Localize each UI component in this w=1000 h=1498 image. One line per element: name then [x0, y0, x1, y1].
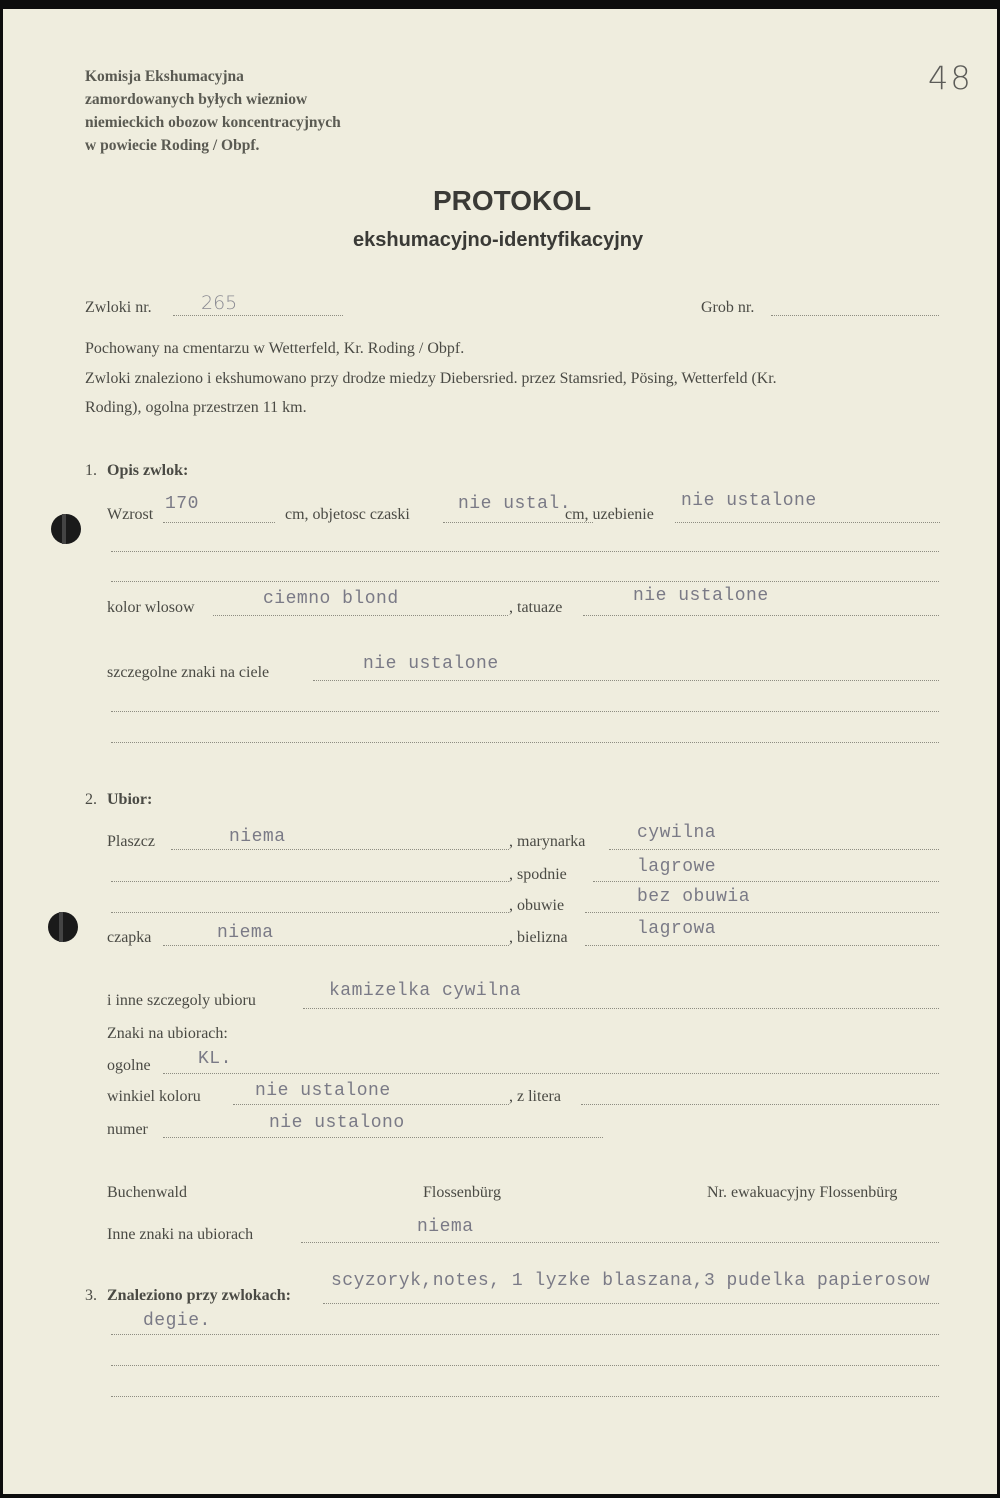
ogolne-label: ogolne	[107, 1057, 151, 1074]
wzrost-value: 170	[165, 494, 199, 514]
page-number: 48	[928, 59, 973, 97]
scan-top-edge	[0, 0, 1000, 9]
obuwie-line	[585, 912, 939, 913]
plaszcz-value: niema	[229, 827, 286, 847]
header-line-3: niemieckich obozow koncentracyjnych	[85, 114, 341, 131]
document-page	[3, 9, 997, 1494]
grob-line	[771, 315, 939, 316]
marynarka-line	[609, 849, 939, 850]
wzrost-label: Wzrost	[107, 506, 154, 523]
inne-znaki-line	[301, 1242, 939, 1243]
inne-znaki-value: niema	[417, 1217, 474, 1237]
found-line-2: Roding), ogolna przestrzen 11 km.	[85, 399, 307, 416]
marynarka-label: , marynarka	[509, 833, 586, 850]
uzebienie-line	[675, 522, 940, 523]
ubior-line-2	[111, 881, 509, 882]
uzebienie-label: cm, uzebienie	[565, 506, 654, 523]
document-title: PROTOKOL	[433, 185, 592, 216]
winkiel-label: winkiel koloru	[107, 1088, 201, 1105]
header-line-4: w powiecie Roding / Obpf.	[85, 137, 260, 154]
zwloki-label: Zwloki nr.	[85, 299, 152, 316]
litera-label: , z litera	[509, 1088, 561, 1105]
ubior-line-3	[111, 912, 509, 913]
punch-hole-top	[51, 514, 81, 544]
spodnie-line	[593, 881, 939, 882]
inne-szczegoly-label: i inne szczegoly ubioru	[107, 992, 256, 1009]
header-line-1: Komisja Ekshumacyjna	[85, 68, 244, 85]
numer-line	[163, 1137, 603, 1138]
tatuaze-label: , tatuaze	[509, 599, 563, 616]
section3-line-1	[323, 1303, 939, 1304]
czapka-value: niema	[217, 923, 274, 943]
bielizna-label: , bielizna	[509, 929, 568, 946]
obuwie-value: bez obuwia	[637, 887, 751, 907]
opis-line-2	[111, 551, 939, 552]
inne-znaki-label: Inne znaki na ubiorach	[107, 1226, 254, 1243]
obuwie-label: , obuwie	[509, 897, 565, 914]
section3-number: 3.	[85, 1287, 97, 1304]
found-line-1: Zwloki znaleziono i ekshumowano przy drodze miedzy Diebersried. przez Stamsried, Pösing, Wetterfeld (Kr.	[85, 370, 777, 387]
bielizna-value: lagrowa	[637, 919, 717, 939]
ogolne-value: KL.	[198, 1049, 232, 1069]
grob-label: Grob nr.	[701, 299, 755, 316]
znaki-ciele-label: szczegolne znaki na ciele	[107, 664, 270, 681]
section1-title: Opis zwlok:	[107, 462, 189, 479]
znaki-ciele-line	[313, 680, 939, 681]
ogolne-line	[163, 1073, 939, 1074]
section3-line-4	[111, 1396, 939, 1397]
wlosy-label: kolor wlosow	[107, 599, 195, 616]
czaski-value: nie ustal.	[458, 494, 572, 514]
zwloki-line	[173, 315, 343, 316]
znaki-line-2	[111, 711, 939, 712]
spodnie-value: lagrowe	[637, 857, 717, 877]
wzrost-line	[163, 522, 275, 523]
bielizna-line	[585, 945, 939, 946]
czapka-line	[163, 945, 509, 946]
section3-title: Znaleziono przy zwlokach:	[107, 1287, 291, 1304]
wlosy-value: ciemno blond	[263, 589, 399, 609]
spodnie-label: , spodnie	[509, 866, 567, 883]
wlosy-line	[213, 615, 508, 616]
winkiel-line	[233, 1104, 509, 1105]
section3-value-line-2: degie.	[143, 1311, 211, 1331]
marynarka-value: cywilna	[637, 823, 717, 843]
uzebienie-value: nie ustalone	[681, 491, 817, 511]
buried-line: Pochowany na cmentarzu w Wetterfeld, Kr. Roding / Obpf.	[85, 340, 465, 357]
ewakuacyjny-label: Nr. ewakuacyjny Flossenbürg	[707, 1184, 898, 1201]
znaki-ciele-value: nie ustalone	[363, 654, 499, 674]
document-subtitle: ekshumacyjno-identyfikacyjny	[353, 229, 644, 251]
section3-line-2	[111, 1334, 939, 1335]
section3-value-line-1: scyzoryk,notes, 1 lyzke blaszana,3 pudelka papierosow	[331, 1271, 930, 1291]
litera-line	[581, 1104, 939, 1105]
tatuaze-value: nie ustalone	[633, 586, 769, 606]
plaszcz-line	[171, 849, 509, 850]
zwloki-value: 265	[201, 292, 238, 314]
opis-line-3	[111, 581, 939, 582]
plaszcz-label: Plaszcz	[107, 833, 155, 850]
buchenwald-label: Buchenwald	[107, 1184, 187, 1201]
header-block	[85, 65, 341, 157]
winkiel-value: nie ustalone	[255, 1081, 391, 1101]
inne-szczegoly-value: kamizelka cywilna	[329, 981, 522, 1001]
header-line-2: zamordowanych byłych wiezniow	[85, 91, 308, 108]
inne-szczegoly-line	[303, 1008, 939, 1009]
punch-hole-bottom	[48, 912, 78, 942]
znaki-line-3	[111, 742, 939, 743]
section1-number: 1.	[85, 462, 97, 479]
section3-line-3	[111, 1365, 939, 1366]
tatuaze-line	[583, 615, 939, 616]
flossenburg-label: Flossenbürg	[423, 1184, 501, 1201]
znaki-ubiorach-label: Znaki na ubiorach:	[107, 1025, 228, 1042]
section2-number: 2.	[85, 791, 97, 808]
numer-label: numer	[107, 1121, 148, 1138]
section2-title: Ubior:	[107, 791, 153, 808]
cm-objetosc-label: cm, objetosc czaski	[285, 506, 410, 523]
numer-value: nie ustalono	[269, 1113, 405, 1133]
czapka-label: czapka	[107, 929, 152, 946]
